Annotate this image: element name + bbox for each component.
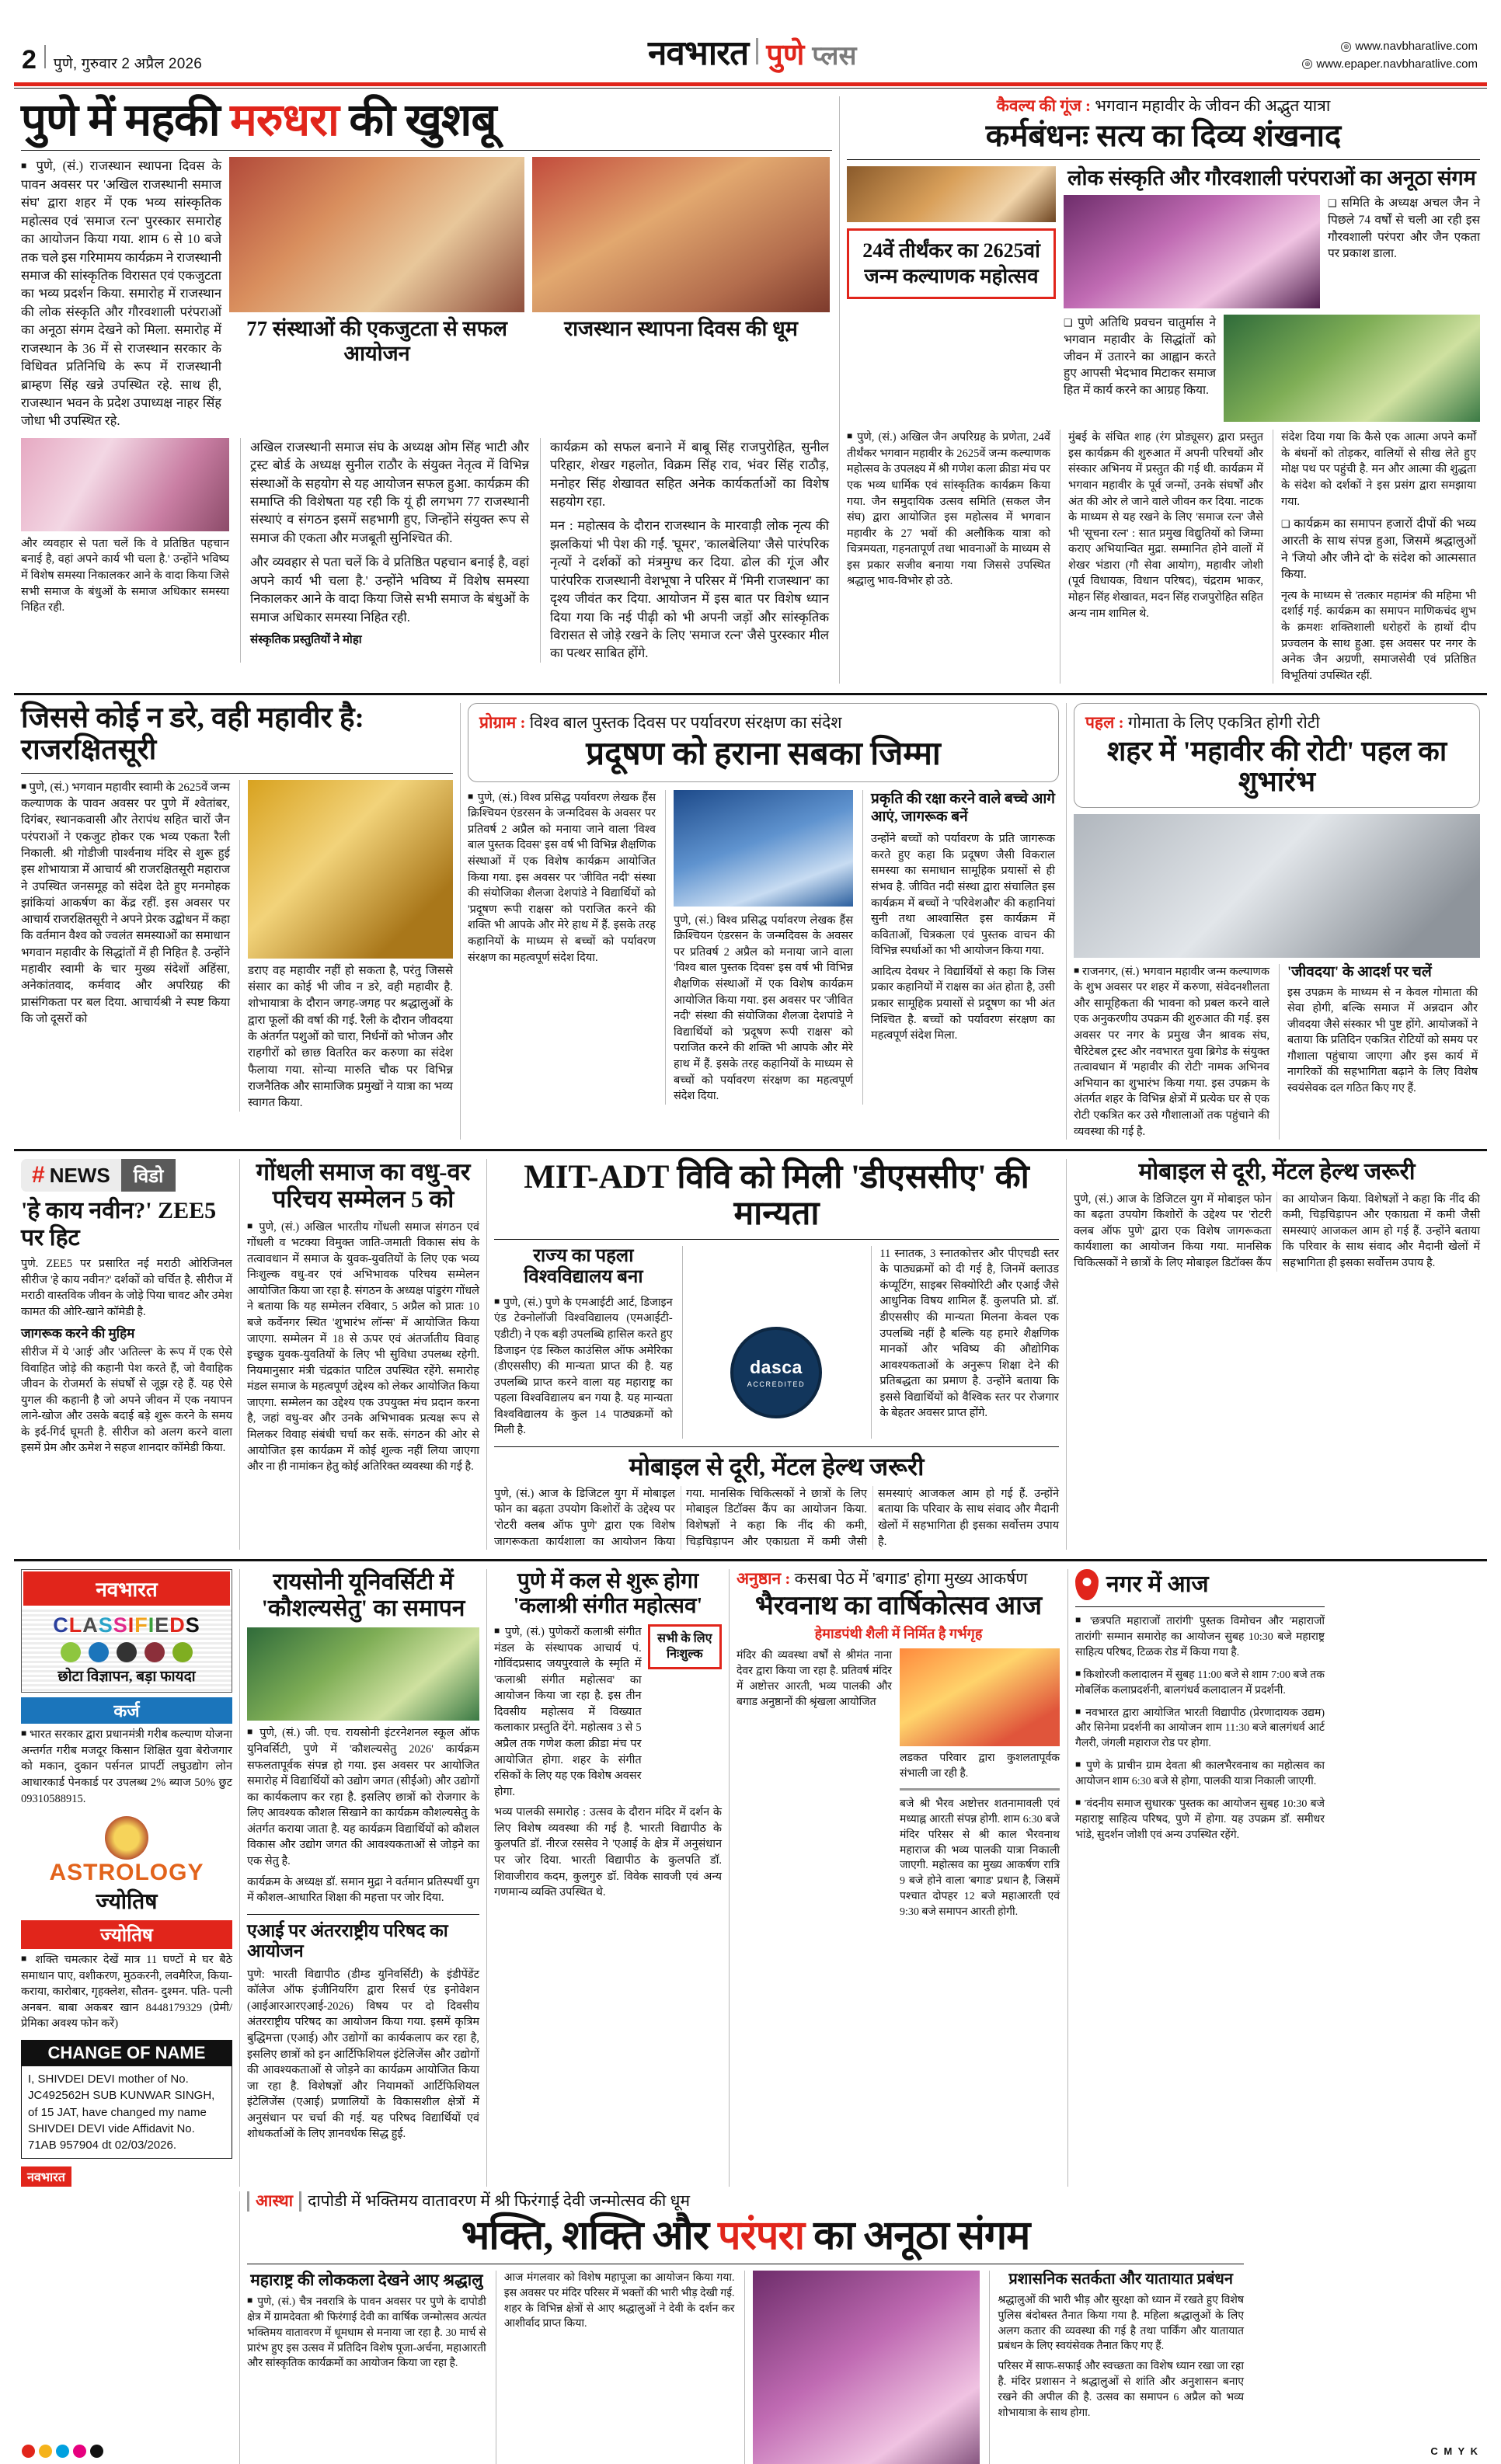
bhairavnath-body-right: लडकत परिवार द्वारा कुशलतापूर्वक संभाली जा रही है. <box>900 1752 1060 1780</box>
bhairavnath-body-left: मंदिर की व्यवस्था वर्षों से श्रीमंत नाना देवर द्वारा किया जा रहा है. प्रतिवर्ष मंदिर में अष्टोत्तर आरती, भव्य पालकी और बगाड अनुष्ठानों की श्रृंखला आयोजित <box>737 1650 892 1708</box>
hash-icon: # <box>32 1162 45 1188</box>
right-kicker-text: भगवान महावीर के जीवन की अद्भुत यात्रा <box>1091 96 1331 115</box>
news-video-headline: 'हे काय नवीन?' ZEE5 पर हिट <box>21 1198 217 1251</box>
classifieds-ad[interactable] <box>21 1569 232 1693</box>
home-icon <box>61 1642 81 1662</box>
bhakti-body-2: आज मंगलवार को विशेष महापूजा का आयोजन किया गया. इस अवसर पर मंदिर परिसर में भक्तों की भारी भीड़ देखी गई. शहर के विभिन्न क्षेत्रों से आए श्रद्धालुओं ने देवी के दर्शन कर आशीर्वाद प्राप्त किया. <box>503 2271 735 2330</box>
astrology-logo <box>21 1816 232 1916</box>
mit-col-right <box>871 1246 1059 1439</box>
bhakti-spacer <box>14 2191 239 2464</box>
kalashri-badge: सभी के लिए निःशुल्क <box>648 1624 722 1669</box>
section-divider-3 <box>14 1559 1487 1561</box>
mid-right-kicker <box>1085 713 1468 733</box>
reg-dot-yellow <box>39 2445 52 2458</box>
mid-right-body: ■ राजनगर, (सं.) भगवान महावीर जन्म कल्याणक के शुभ अवसर पर शहर में करुणा, संवेदनशीलता और सामूहिकता की भावना को प्रबल करने वाले एक अनुकरणीय उपक्रम की शुरुआत की गई. इस अवसर पर नगर के प्रमुख जैन श्रावक संघ, चैरिटेबल ट्रस्ट और नवभारत युवा ब्रिगेड के संयुक्त तत्वावधान में 'महावीर की रोटी' नामक अभिनव अभियान का शुभारंभ किया गया. इस उपक्रम के अंतर्गत शहर के विभिन्न क्षेत्रों में प्रत्येक घर से एक रोटी एकत्रित कर उसे गौशालाओं तक पहुंचाने की व्यवस्था की गई है. <box>1074 964 1269 1140</box>
mid-center-kicker-label: प्रोग्राम : <box>479 713 526 733</box>
ai-headline: एआई पर अंतरराष्ट्रीय परिषद का आयोजन <box>247 1920 448 1961</box>
mid-center-kicker-text: विश्व बाल पुस्तक दिवस पर पर्यावरण संरक्षण का संदेश <box>525 713 842 733</box>
logo-separator <box>756 38 758 64</box>
masthead-divider <box>44 45 46 68</box>
lead-col2-text: कार्यक्रम को सफल बनाने में बाबू सिंह राजपुरोहित, सुनील परिहार, शेखर गहलोत, विक्रम सिंह राव, भंवर सिंह राठौड़, मनोहर सिंह शेखावत सहित अनेक कार्यकर्ताओं का विशेष सहयोग रहा. <box>550 439 829 510</box>
news-video-block <box>14 1159 239 1550</box>
mit-seal-col <box>682 1246 862 1439</box>
lead-col-0 <box>21 438 229 663</box>
right-body-4: नृत्य के माध्यम से 'तत्कार महामंत्र' की महिमा भी दर्शाई गई. कार्यक्रम का समापन माणिकचंद शुभ के क्रमशः शक्तिशाली धरोहरों के हाथों दीप प्रज्वलन के साथ हुआ. इस अवसर पर नगर के अनेक जैन अग्रणी, समाजसेवी एवं प्रतिष्ठित विभूतियां उपस्थित रहीं. <box>1281 589 1476 682</box>
bhakti-body-1: ■ पुणे, (सं.) चैत्र नवरात्रि के पावन अवसर पर पुणे के दापोडी क्षेत्र में ग्रामदेवता श्री फिरंगाई देवी का वार्षिक जन्मोत्सव अत्यंत भक्तिमय वातावरण में धूमधाम से मनाया जा रहा है. 30 मार्च से प्रारंभ हुए इस उत्सव में प्रतिदिन विशेष पूजा-अर्चना, महाआरती और सांस्कृतिक कार्यक्रमों का आयोजन किया जा रहा है. <box>247 2294 486 2372</box>
bhakti-kicker-tag: आस्था <box>247 2191 301 2211</box>
lead-headline-part2: की खुशबू <box>338 95 496 145</box>
classifieds-column <box>14 1569 239 2187</box>
right-photo-small <box>847 166 1056 222</box>
lead-photo-2-caption: राजस्थान स्थापना दिवस की धूम <box>564 317 798 341</box>
dasca-seal <box>730 1327 822 1418</box>
lead-photo-3 <box>21 438 229 531</box>
bhakti-kicker <box>247 2191 1244 2211</box>
masthead-thin-rule <box>14 88 1487 89</box>
bhakti-sub-right: प्रशासनिक सतर्कता और यातायात प्रबंधन <box>1008 2270 1233 2288</box>
mid-center-text-c: आदित्य देवधर ने विद्यार्थियों से कहा कि जिस प्रकार कहानियों में राक्षस का अंत होता है, उसी प्रकार सामूहिक प्रयासों से प्रदूषण का भी अंत निश्चित है. बच्चों को पर्यावरण संरक्षण का महत्वपूर्ण संदेश मिला. <box>871 965 1055 1042</box>
raisoni-column <box>239 1569 486 2187</box>
gondhali-headline: गोंधली समाज का वधु-वर परिचय सम्मेलन 5 को <box>256 1158 471 1213</box>
bhakti-headline <box>247 2215 1244 2257</box>
list-item: ■ पुणे के प्राचीन ग्राम देवता श्री कालभैरवनाथ का महोत्सव का आयोजन शाम 6:30 बजे से होगा, पालकी यात्रा निकाली जाएगी. <box>1075 1758 1325 1790</box>
lead-col1-text2: और व्यवहार से पता चलें कि वे प्रतिष्ठित पहचान बनाई है, वहां अपने कार्य भी चला है.' उन्होंने भविष्य में विशेष समस्या निकालकर आने के वादा किया जिसे सभी समाज के बंधुओं के समाज अधिकार समस्या निहित रही. <box>250 555 529 625</box>
right-body-col-2 <box>1060 430 1263 684</box>
mid-right-kicker-label: पहल : <box>1085 713 1124 733</box>
nagar-aaj-column <box>1067 1569 1332 2187</box>
raisoni-body: ■ पुणे, (सं.) जी. एच. रायसोनी इंटरनेशनल स्कूल ऑफ युनिवर्सिटी, पुणे में 'कौशल्यसेतु 2026' कार्यक्रम सफलतापूर्वक संपन्न हो गया. इस अवसर पर आयोजित समारोह में विद्यार्थियों को उद्योग जगत (सीईओ) और उद्योगों का कार्यकलाप कर रहा है. इसलिए छात्रों को रोजगार के लिए आवश्यक कौशल सिखाने का कार्यक्रम कौशल्यसेतु के अंतर्गत कराया जाता है. यह कार्यक्रम विद्यार्थियों को कौशल विकास और उद्योग जगत की आवश्यकताओं से जोड़ने का एक सेतु है. <box>247 1725 479 1869</box>
mid-right-box-head: 'जीवदया' के आदर्श पर चलें <box>1287 963 1432 980</box>
page-number: 2 <box>22 45 37 75</box>
mid-left-headline: जिससे कोई न डरे, वही महावीर है: राजरक्षितसूरी <box>21 702 364 767</box>
category-change-of-name[interactable]: CHANGE OF NAME <box>21 2040 232 2066</box>
lead-photo-2 <box>532 157 830 312</box>
right-photo-1 <box>1064 195 1320 308</box>
reg-dot-red <box>22 2445 35 2458</box>
news-video-badge[interactable] <box>21 1159 232 1192</box>
masthead <box>14 0 1487 78</box>
classifieds-word: CLASSIFIEDS <box>53 1613 200 1637</box>
dasca-seal-sub: ACCREDITED <box>747 1380 806 1389</box>
masthead-logo[interactable] <box>648 28 856 75</box>
reg-dot-magenta <box>73 2445 86 2458</box>
mid-center-box <box>468 703 1059 781</box>
classifieds-icons <box>26 1642 227 1662</box>
mid-right-kicker-text: गोमाता के लिए एकत्रित होगी रोटी <box>1123 713 1320 733</box>
bhairavnath-kicker-label: अनुष्ठान : <box>737 1569 791 1589</box>
mobile-headline: मोबाइल से दूरी, मेंटल हेल्थ जरूरी <box>629 1453 925 1481</box>
mid-center-box-body: उन्होंने बच्चों को पर्यावरण के प्रति जागरूक करते हुए कहा कि प्रदूषण जैसी विकराल समस्या का समाधान सामूहिक प्रयासों से ही संभव है. जीवित नदी संस्था द्वारा संचालित इस कार्यक्रम में बच्चों ने 'परिवेशऔर' की कहानियां सुनी तथा आश्वासित इस कार्यक्रम में कविताओं, चित्रकला एवं पुस्तक वाचन की विभिन्न स्पर्धाओं का भी आयोजन किया गया. <box>871 833 1055 958</box>
reg-dot-black <box>90 2445 103 2458</box>
bhakti-kicker-text: दापोडी में भक्तिमय वातावरण में श्री फिरंगाई देवी जन्मोत्सव की धूम <box>308 2191 691 2211</box>
nagar-aaj-title: नगर में आज <box>1106 1571 1209 1598</box>
jyotish-ad-text: ■ शक्ति चमत्कार देखें मात्र 11 घण्टों मे घर बैठे समाधान पाए, वशीकरण, मुठकरनी, लवमैरिज, किया- कराया, कारोबार, गृहक्लेश, सौतन- दुश्मन. पति- पत्नी अनबन. बाबा अकबर खान 8448179329 (प्रेमी/ प्रेमिका अवश्य फोन करें) <box>21 1952 232 2032</box>
gondhali-story <box>239 1159 486 1550</box>
reg-dot-cyan <box>56 2445 69 2458</box>
lead-headline-part1: पुणे में महकी <box>21 95 231 145</box>
bhakti-headline-part2: का अनूठा संगम <box>804 2213 1030 2258</box>
kalashri-column <box>486 1569 729 2187</box>
list-item: ■ किशोरजी कलादालन में सुबह 11:00 बजे से शाम 7:00 बजे तक मोबलिंक कलाप्रदर्शनी, बालगंधर्व कलादालन में प्रदर्शनी. <box>1075 1667 1325 1699</box>
gondhali-body: ■ पुणे, (सं.) अखिल भारतीय गोंधली समाज संगठन एवं गोंधली व भटक्या विमुक्त जाति-जमाती विकास संघ के तत्वावधान में समाज के युवक-युवतियों के लिए एक भव्य निःशुल्क वधु-वर एवं अभिभावक परिचय सम्मेलन आयोजित किया जा रहा है. संगठन के अध्यक्ष पांडुरंग गोंधले ने बताया कि यह सम्मेलन रविवार, 5 अप्रैल को प्रातः 10 बजे कर्वेनगर स्थित 'शुभारंभ लॉन्स' में आयोजित किया जाएगा. सम्मेलन में 18 से ऊपर एवं अंतर्जातीय विवाह इच्छुक युवक-युवतियों के लिए भी सुविधा उपलब्ध रहेगी. नियमानुसार मंत्री चंद्रकांत पाटिल उपस्थित रहेंगे. समारोह मंडल समाज के महत्वपूर्ण उद्देश्य को लेकर आयोजित किया जाएगा. सम्मेलन का उद्देश्य एक उपयुक्त मंच प्रदान करना है, जहां वधु-वर और उनके अभिभावक प्रत्यक्ष रूप से मिलकर विवाह संबंधी चर्चा कर सकें. संगठन की ओर से आयोजित इस कार्यक्रम में कोई शुल्क नहीं लिया जाएगा और ना ही नामांकन हेतु कोई अतिरिक्त व्यवस्था की गई है. <box>247 1220 479 1475</box>
mid-left-body2: डराए वह महावीर नहीं हो सकता है, परंतु जिससे संसार का कोई भी जीव न डरे, वही महावीर है. शोभायात्रा के दौरान जगह-जगह पर श्रद्धालुओं के द्वारा फूलों की वर्षा की गई. रैली के दौरान जीवदया के अंतर्गत पशुओं को चारा, निर्धनों को भोजन और राहगीरों को छाछ वितरित कर करुणा का संदेश फैलाया गया. सोन्या मारुति चौक पर विभिन्न राजनैतिक और सामाजिक प्रमुखों ने यात्रा का भव्य स्वागत किया. <box>247 964 453 1110</box>
right-sidebar-1-text: समिति के अध्यक्ष अचल जैन ने पिछले 74 वर्षों से चली आ रही इस गौरवशाली परंपरा और जैन एकता पर प्रकाश डाला. <box>1328 197 1480 261</box>
mid-right-photo <box>1074 814 1480 958</box>
right-body-3: संदेश दिया गया कि कैसे एक आत्मा अपने कर्मों के बंधनों को तोड़कर, वालियों से सीख लेते हुए मोक्ष पथ पर पहुंची है. मन और आत्मा की शुद्धता के संदेश को दर्शकों ने इस प्रसंग द्वारा समझाया गया. <box>1281 431 1476 508</box>
dateline: पुणे, गुरुवार 2 अप्रैल 2026 <box>53 56 203 72</box>
third-section <box>14 1159 1487 1550</box>
lead-photo-1 <box>229 157 524 312</box>
lead-col2-text2: मन : महोत्सव के दौरान राजस्थान के मारवाड़ी लोक नृत्य की झलकियां भी पेश की गईं. 'घूमर', 'कालबेलिया' जैसे पारंपरिक नृत्यों ने दर्शकों को मंत्रमुग्ध कर दिया. ढोल की गूंज और पारंपरिक राजस्थानी वेशभूषा ने परिसर में 'मिनी राजस्थान' का दृश्य जीवंत कर दिया. आयोजन में इस बात पर विशेष ध्यान दिया गया कि नई पीढ़ी को भी अपनी जड़ों और सांस्कृतिक विरासत से जोड़े रखने के लिए 'समाज रत्न' जैसे पुरस्कार मील का पत्थर साबित होंगे. <box>550 518 829 661</box>
mid-left-col1 <box>21 780 230 1112</box>
lead-story-left <box>14 96 839 684</box>
right-body-2: मुंबई के संचित शाह (रंग प्रोड्यूसर) द्वारा प्रस्तुत इस कार्यक्रम की शुरुआत में अपनी परिचयों और संस्कार अभिनय में प्रस्तुत की गई थी. कार्यक्रम में भगवान महावीर के पूर्व जन्मों, उनके संघर्षों और अंत की ओर ले जाने वाले जीवन कर दिया. नाटक के माध्यम से यह रखने के लिए 'समाज रत्न' जैसे भी 'सूचना रत्न' : सात प्रमुख विद्युतियों को जिम्मा कराए अभियान्वित मुद्रा. सम्मानित होने वालों में शेखर भंडारा (गौ सेवा आयोग), महावीर जोशी (पूर्व विधायक, विधान परिषद), चंद्रराम भाकर, मोहन सिंह शेखावत, मदन सिंह राजपुरोहित सहित अन्य नाम शामिल थे. <box>1068 431 1263 620</box>
right-body-col-1 <box>847 430 1050 684</box>
bhakti-col-3 <box>744 2271 980 2464</box>
lead-intro-text: ■ पुणे, (सं.) राजस्थान स्थापना दिवस के पावन अवसर पर 'अखिल राजस्थानी समाज संघ' द्वारा शहर में एक भव्य सांस्कृतिक महोत्सव एवं 'समाज रत्न' पुरस्कार समारोह का आयोजन किया गया. शाम 6 से 10 बजे तक चले इस गरिमामय कार्यक्रम ने राजस्थानी समाज की सांस्कृतिक विरासत एवं एकजुटता का भव्य प्रदर्शन किया. समारोह में राजस्थान की लोक संस्कृति और गौरवशाली परंपराओं का अनूठा संगम देखने को मिला. समारोह में राजस्थान के 36 में से राजस्थान सरकार के विधिवत प्रतिनिधि के रूप में राजस्थानी ब्राम्हण सिंह खन्ने उपस्थित रहे. साथ ही, राजस्थान भवन के प्रदेश उपाध्यक्ष नाहर सिंह जोधा भी उपस्थित रहे. <box>21 157 221 430</box>
mid-right-body2: इस उपक्रम के माध्यम से न केवल गोमाता की सेवा होगी, बल्कि समाज में अन्नदान और जीवदया जैसे संस्कार भी पुष्ट होंगे. आयोजकों ने बताया कि प्रतिदिन एकत्रित रोटियों को समय पर गौशाला पहुंचाया जाएगा और इस कार्य में नागरिकों की सहभागिता बढ़ाने के लिए विशेष स्वयंसेवक दल गठित किए गए हैं. <box>1287 986 1478 1095</box>
mid-right-story <box>1066 703 1487 1140</box>
mid-center-col-a <box>468 790 656 1105</box>
lead-col1-text: अखिल राजस्थानी समाज संघ के अध्यक्ष ओम सिंह भाटी और ट्रस्ट बोर्ड के अध्यक्ष सुनील राठौर के संयुक्त नेतृत्व में विभिन्न संस्थाओं के सहयोग से यह आयोजन सफल हुआ. कार्यक्रम की समाप्ति की विशेषता यह रही कि यूं ही लगभग 77 राजस्थानी संस्थाएं व संगठन इसमें सहभागी हुए, जिन्होंने संयुक्त रूप से समाज की एकता और मजबूती सुनिश्चित की. <box>250 439 529 545</box>
mit-story <box>486 1159 1066 1550</box>
news-badge-label: NEWS <box>49 1163 110 1187</box>
mobile-right-headline: मोबाइल से दूरी, मेंटल हेल्थ जरूरी <box>1138 1159 1416 1185</box>
change-of-name-text: I, SHIVDEI DEVI mother of No. JC492562H SUB KUNWAR SINGH, of 15 JAT, have changed my name SHIVDEI DEVI vide Affidavit No. 71AB 957904 dt 02/03/2026. <box>21 2066 232 2159</box>
lead-story-right <box>839 96 1487 684</box>
lead-col1-subnote: संस्कृतिक प्रस्तुतियों ने मोहा <box>250 634 362 647</box>
mobile-right-body: पुणे, (सं.) आज के डिजिटल युग में मोबाइल फोन का बढ़ता उपयोग किशोरों के उद्देश्य पर 'रोटरी क्लब ऑफ पुणे' द्वारा एक विशेष जागरूकता कार्यशाला का आयोजन किया गया. मानसिक चिकित्सकों ने छात्रों के लिए मोबाइल डिटॉक्स कैंप का आयोजन किया. विशेषज्ञों ने कहा कि नींद की कमी, चिड़चिड़ापन और एकाग्रता में कमी जैसी समस्याएं आजकल आम हो गई हैं. उन्होंने बताया कि परिवार के साथ संवाद और मैदानी खेलों में सहभागिता ही इसका सर्वोत्तम उपाय है. <box>1074 1192 1480 1269</box>
mid-center-col-b <box>665 790 853 1105</box>
right-body-columns <box>847 430 1480 684</box>
cmyk-label: C M Y K <box>1430 2445 1479 2457</box>
right-box-column <box>847 166 1064 422</box>
raisoni-photo <box>247 1627 479 1721</box>
bhakti-story <box>239 2191 1251 2464</box>
classifieds-footer <box>21 2166 232 2187</box>
news-badge-right: विडो <box>121 1159 176 1192</box>
mit-body-left: ■ पुणे, (सं.) पुणे के एमआईटी आर्ट, डिजाइन एंड टेक्नोलॉजी विश्वविद्यालय (एमआईटी-एडीटी) ने एक बड़ी उपलब्धि हासिल करते हुए डिजाइन एंड स्किल काउंसिल ऑफ अमेरिका (डीएससीए) की मान्यता प्राप्त की है. यह उपलब्धि प्राप्त करने वाला यह महाराष्ट्र का पहला विश्वविद्यालय बन गया है. यह मान्यता विश्वविद्यालय के कुल 14 पाठ्यक्रमों को मिली है. <box>494 1295 673 1439</box>
astrology-hi: ज्योतिष <box>96 1890 158 1915</box>
right-sidebar-2-text: पुणे अतिथि प्रवचन चातुर्मास ने भगवान महावीर के सिद्धांतों को जीवन में उतारने का आह्वान करते हुए आपसी भेदभाव मिटाकर समाज हित में कार्य करने का आग्रह किया. <box>1064 316 1217 397</box>
astrology-star-icon <box>105 1816 148 1860</box>
mobile-body: पुणे, (सं.) आज के डिजिटल युग में मोबाइल फोन का बढ़ता उपयोग किशोरों के उद्देश्य पर 'रोटरी क्लब ऑफ पुणे' द्वारा एक विशेष जागरूकता कार्यशाला का आयोजन किया गया. मानसिक चिकित्सकों ने छात्रों के लिए मोबाइल डिटॉक्स कैंप का आयोजन किया. विशेषज्ञों ने कहा कि नींद की कमी, चिड़चिड़ापन और एकाग्रता में कमी जैसी समस्याएं आजकल आम हो गई हैं. उन्होंने बताया कि परिवार के साथ संवाद और मैदानी खेलों में सहभागिता ही इसका सर्वोत्तम उपाय है. <box>494 1487 1059 1548</box>
news-video-box-head: जागरूक करने की मुहिम <box>21 1326 135 1342</box>
mid-center-box-head: प्रकृति की रक्षा करने वाले बच्चे आगे आएं, जागरूक बनें <box>871 790 1055 826</box>
mit-col-left <box>494 1246 673 1439</box>
fourth-section <box>14 1569 1487 2187</box>
right-main-column <box>1064 166 1480 422</box>
right-subhead: लोक संस्कृति और गौरवशाली परंपराओं का अनूठा संगम <box>1067 166 1476 190</box>
kalashri-headline: पुणे में कल से शुरू होगा 'कलाश्री संगीत महोत्सव' <box>513 1569 703 1618</box>
tirthankar-box: 24वें तीर्थंकर का 2625वां जन्म कल्याणक महोत्सव <box>847 228 1056 299</box>
nagar-aaj-list <box>1075 1613 1325 1843</box>
classifieds-strip <box>22 1607 232 1692</box>
right-body-col-3 <box>1273 430 1476 684</box>
bhakti-section <box>14 2191 1487 2464</box>
mid-right-headline: शहर में 'महावीर की रोटी' पहल का शुभारंभ <box>1106 735 1447 798</box>
masthead-websites <box>1302 38 1478 73</box>
middle-section <box>14 703 1487 1140</box>
list-item: ■ 'वंदनीय समाज सुधारक' पुस्तक का आयोजन सुबह 10:30 बजे महाराष्ट्र साहित्य परिषद, पुणे में होगा. यह उपक्रम डॉ. समीधर भांडे, सुदर्शन जोशी एवं अन्य उपस्थित रहेंगे. <box>1075 1796 1325 1843</box>
globe-icon: ⊕ <box>1341 42 1351 52</box>
news-badge-left <box>21 1159 121 1192</box>
bhairavnath-body-right2: बजे श्री भैरव अष्टोत्तर शतनामावली एवं मध्याह्न आरती संपन्न होगी. शाम 6:30 बजे मंदिर परिसर से श्री काल भैरवनाथ महाराज की भव्य पालकी यात्रा निकाली जाएगी. महोत्सव का मुख्य आकर्षण रात्रि 9 बजे होने वाला 'बगाड' प्रधान है, जिसमें पश्चात दोपहर 12 बजे महाआरती एवं 9:30 बजे समापन आरती होगी. <box>900 1798 1060 1919</box>
news-video-body: पुणे. ZEE5 पर प्रसारित नई मराठी ओरिजिनल सीरीज 'हे काय नवीन?' दर्शकों को चर्चित है. सीरीज में मराठी वास्तविक जीवन के जोड़े पिया चावट और उमेश कामत की ओरि-खाने कॉमेडी है. <box>21 1258 232 1318</box>
search-icon <box>89 1642 109 1662</box>
section-divider-1 <box>14 693 1487 695</box>
bhairavnath-headline: भैरवनाथ का वार्षिकोत्सव आज <box>754 1592 1043 1621</box>
mit-body-right: 11 स्नातक, 3 स्नातकोत्तर और पीएचडी स्तर के पाठ्यक्रमों को दी गई है, जिनमें क्लाउड कंप्यूटिंग, साइबर सिक्योरिटी और एआई जैसे आधुनिक विषय शामिल हैं. कुलपति प्रो. डॉ. डीएससीए की मान्यता मिलना केवल एक उपलब्धि नहीं है बल्कि यह हमारे शैक्षणिक मानकों और भविष्य की औद्योगिक आवश्यकताओं के अनुरूप शिक्षा देने की प्रतिबद्धता का प्रमाण है. उन्होंने बताया कि इससे विद्यार्थियों को वैश्विक स्तर पर रोजगार के बेहतर अवसर प्राप्त होंगे. <box>879 1247 1059 1420</box>
lead-photo-block <box>229 157 831 430</box>
ai-body: पुणे: भारती विद्यापीठ (डीम्ड युनिवर्सिटी) के इंडीपेंडेंट कॉलेज ऑफ इंजीनियरिंग द्वारा रिसर्च एंड इनोवेशन (आईआरआरएआई-2026) विषय पर दो दिवसीय अंतरराष्ट्रीय परिषद का आयोजन किया गया. इसमें कृत्रिम बुद्धिमत्ता (एआई) और उद्योगों का कार्यकलाप कर रहा है, इसलिए छात्रों को इन आर्टिफिशियल इंटेलिजेंस और उद्योगों की आवश्यकताओं से जोड़ने का कार्यक्रम आयोजित किया जा रहा है. विशेषज्ञों और नियामकों आर्टिफिशियल इंटेलिजेंस (एआई) प्रणालियों के विकासशील क्षेत्रों में अनुसंधान पर चर्चा की गई. यह परिषद विद्यार्थियों एवं शोधकर्ताओं के लिए ज्ञानवर्धक सिद्ध हुई. <box>247 1968 479 2141</box>
lead-col0-text: और व्यवहार से पता चलें कि वे प्रतिष्ठित पहचान बनाई है, वहां अपने कार्य भी चला है.' उन्होंने भविष्य में विशेष समस्या निकालकर आने के वादा किया जिसे सभी समाज के बंधुओं के समाज अधिकार समस्या निहित रही. <box>21 537 229 614</box>
masthead-red-rule <box>14 82 1487 86</box>
right-headline: कर्मबंधनः सत्य का दिव्य शंखनाद <box>985 118 1342 154</box>
right-photo-2 <box>1224 315 1480 422</box>
right-sidebar-2 <box>1064 315 1216 422</box>
bhakti-col-2 <box>496 2271 735 2464</box>
mid-center-col-c <box>862 790 1055 1105</box>
mid-center-text-a: ■ पुणे, (सं.) विश्व प्रसिद्ध पर्यावरण लेखक हैंस क्रिश्चियन एंडरसन के जन्मदिवस के अवसर पर प्रतिवर्ष 2 अप्रैल को मनाया जाने वाला 'विश्व बाल पुस्तक दिवस' इस वर्ष भी विभिन्न शैक्षणिक संस्थाओं में एक विशेष कार्यक्रम आयोजित किया गया. इस अवसर पर 'जीवित नदी' संस्था की संयोजिका शैलजा देशपांडे ने विद्यार्थियों को 'प्रदूषण रूपी राक्षस' को पराजित करने की शक्ति भी आपके और मेरे हाथ में हैं. इसके तरह कहानियों के माध्यम से बच्चों को पर्यावरण संरक्षण का महत्वपूर्ण संदेश दिया. <box>468 790 656 966</box>
astrology-en: ASTROLOGY <box>49 1860 204 1886</box>
globe-icon: ⊕ <box>1302 59 1312 69</box>
bhairavnath-col2 <box>900 1648 1060 1920</box>
karj-ad-text: ■ भारत सरकार द्वारा प्रधानमंत्री गरीब कल्याण योजना अन्तर्गत गरीब मजदूर किसान शिक्षित युवा बेरोजगार को मकान, दुकान पर्सनल प्रापर्टी लघुउद्योग लोन आधारकार्ड पेनकार्ड पर उपलब्ध 2% ब्याज 50% छुट 09310588915. <box>21 1727 232 1807</box>
edition-suffix: प्लस <box>812 41 857 71</box>
category-jyotish[interactable]: ज्योतिष <box>21 1920 232 1949</box>
bhakti-headline-part1: भक्ति, शक्ति और <box>461 2213 719 2258</box>
graduation-cap-icon <box>117 1642 137 1662</box>
classifieds-footer-tag: नवभारत <box>21 2166 71 2187</box>
classifieds-tagline: छोटा विज्ञापन, बड़ा फायदा <box>57 1669 196 1686</box>
mid-center-headline: प्रदूषण को हराना सबका जिम्मा <box>586 736 941 772</box>
lead-intro-column <box>21 157 229 430</box>
mid-left-col2 <box>239 780 453 1112</box>
mid-center-kicker <box>479 713 1047 733</box>
bhairavnath-kicker-text: कसबा पेठ में 'बगाड' होगा मुख्य आकर्षण <box>790 1569 1028 1589</box>
mid-left-photo <box>248 780 453 959</box>
news-video-box-body: सीरीज में ये 'आई' और 'अतिल्ल' के रूप में एक ऐसे विवाहित जोड़े की कहानी पेश करते हैं, जो वैवाहिक जीवन के रोजमर्रा के संघर्षों से जूझ रहे हैं. यह ऐसे युगल की कहानी है जो अपने जीवन में एक नयापन लाने-खोज और उसके बदाई बड़े शुरू करने के समय के इर्द-गिर्द घूमती है. सीरीज को अलग करने वाला इसमें प्रेम और ऊमेश ने सहज शानदार कॉमेडी किया. <box>21 1345 232 1455</box>
category-karj[interactable]: कर्ज <box>21 1697 232 1724</box>
masthead-left <box>22 45 202 73</box>
website-epaper[interactable]: www.epaper.navbharatlive.com <box>1316 57 1478 71</box>
health-plus-icon <box>172 1642 193 1662</box>
kalashri-body2: भव्य पालकी समारोह : उत्सव के दौरान मंदिर में दर्शन के लिए विशेष व्यवस्था की गई है. भारती विद्यापीठ के कुलपति डॉ. नीरज रससेव ने 'एआई के क्षेत्र में अनुसंधान पर जोर दिया. भारती विद्यापीठ के कुलपति डॉ. शिवाजीराव कदम, कुलगुरु डॉ. विवेक सावजी एवं अन्य गणमान्य व्यक्ति उपस्थित थे. <box>494 1806 722 1899</box>
bhairavnath-kicker <box>737 1569 1060 1589</box>
mid-center-photo <box>674 790 853 907</box>
mid-center-story <box>460 703 1066 1140</box>
wheel-icon <box>145 1642 165 1662</box>
lead-body-columns <box>21 438 832 663</box>
raisoni-headline: रायसोनी यूनिवर्सिटी में 'कौशल्यसेतु' का समापन <box>261 1569 465 1621</box>
bhakti-photo <box>753 2271 980 2464</box>
bhakti-sub-left: महाराष्ट्र की लोककला देखने आए श्रद्धालु <box>250 2270 483 2289</box>
bhairavnath-subhead: हेमाडपंथी शैली में निर्मित है गर्भगृह <box>814 1626 983 1642</box>
mid-right-col2 <box>1279 964 1478 1140</box>
lead-photo-1-caption: 77 संस्थाओं की एकजुटता से सफल आयोजन <box>246 317 507 365</box>
mid-left-story <box>14 703 460 1140</box>
list-item: ■ नवभारत द्वारा आयोजित भारती विद्यापीठ (प्रेरणादायक उद्यम) और सिनेमा प्रदर्शनी का आयोजन शाम 11:30 बजे बालगंधर्व आर्ट गैलरी, जंगली महाराज रोड पर होगा. <box>1075 1705 1325 1752</box>
top-section <box>14 96 1487 684</box>
bhairavnath-column <box>729 1569 1067 2187</box>
nagar-aaj-header <box>1075 1569 1325 1600</box>
right-kicker <box>847 96 1480 116</box>
lead-headline-accent: मरुधरा <box>230 95 339 145</box>
lead-headline <box>21 96 832 144</box>
lead-col-1 <box>240 438 529 663</box>
section-divider-2 <box>14 1149 1487 1151</box>
bhakti-col-4 <box>989 2271 1244 2464</box>
lead-col-2 <box>540 438 829 663</box>
edition-city: पुणे <box>766 39 805 71</box>
right-sidebar-3-text: कार्यक्रम का समापन हजारों दीपों की भव्य आरती के साथ संपन्न हुआ, जिसमें श्रद्धालुओं ने 'जियो और जीने दो' के संदेश को आत्मसात किया. <box>1281 517 1476 582</box>
website-main[interactable]: www.navbharatlive.com <box>1355 40 1478 53</box>
right-sidebar-3 <box>1281 516 1476 583</box>
mid-left-body: ■ पुणे, (सं.) भगवान महावीर स्वामी के 2625वें जन्म कल्याणक के पावन अवसर पर पुणे में श्वेतांबर, दिगंबर, स्थानकवासी और तेरापंथ सहित चारों जैन परंपराओं ने एकजुट होकर एक भव्य एकता रैली निकाली. श्री गोडीजी पार्श्वनाथ मंदिर से शुरू हुई इस शोभायात्रा में आचार्य श्री राजरक्षितसूरी महाराज ने उपस्थित जनसमूह को संदेश देते हुए मनमोहक झांकियां आकर्षण का केंद्र रहीं. इस अवसर पर आचार्य राजरक्षितसूरी ने अपने प्रेरक उद्बोधन में कहा कि वर्तमान वैश्व को ज्वलंत समस्याओं का समाधान भगवान महावीर के सिद्धांतों में ही निहित है. उन्होंने महावीर स्वामी के चार मुख्य संदेशों अहिंसा, अनेकांतवाद, कर्मवाद और अपरिग्रह की प्रासंगिकता पर बल दिया. आचार्यश्री ने स्पष्ट किया कि जो दूसरों को <box>21 780 230 1028</box>
bhakti-headline-accent: परंपरा <box>718 2213 805 2258</box>
brand-name: नवभारत <box>647 34 749 72</box>
mid-right-col1 <box>1074 964 1269 1140</box>
dasca-seal-name: dasca <box>750 1357 803 1378</box>
bhairavnath-col1 <box>737 1648 892 1920</box>
list-item: ■ 'छत्रपति महाराजों तारांगी' पुस्तक विमोचन और 'महाराजों तारांगी' सम्मान समारोह का आयोजन सुबह 10:30 बजे महाराष्ट्र साहित्य परिषद, टिळक रोड में किया गया है. <box>1075 1613 1325 1661</box>
location-pin-icon <box>1075 1569 1099 1600</box>
mid-right-box <box>1074 703 1480 807</box>
mobile-right-filler <box>1066 1159 1487 1550</box>
mit-headline: MIT-ADT विवि को मिली 'डीएससीए' की मान्यता <box>524 1159 1029 1233</box>
kalashri-body: ■ पुणे, (सं.) पुणेकरों कलाश्री संगीत मंडल के संस्थापक आचार्य पं. गोविंदप्रसाद जयपुरवाले के स्मृति में 'कलाश्री संगीत महोत्सव' का आयोजन किया जा रहा है. इस तीन दिवसीय महोत्सव में विख्यात कलाकार प्रस्तुति देंगे. महोत्सव 3 से 5 अप्रैल तक गणेश कला क्रीडा मंच पर आयोजित होगा. शहर के संगीत रसिकों के लिए यह एक विशेष अवसर होगा. <box>494 1624 642 1800</box>
mid-center-text-b: पुणे, (सं.) विश्व प्रसिद्ध पर्यावरण लेखक हैंस क्रिश्चियन एंडरसन के जन्मदिवस के अवसर पर प्रतिवर्ष 2 अप्रैल को मनाया जाने वाला 'विश्व बाल पुस्तक दिवस' इस वर्ष भी विभिन्न शैक्षणिक संस्थाओं में एक विशेष कार्यक्रम आयोजित किया गया. इस अवसर पर 'जीवित नदी' संस्था की संयोजिका शैलजा देशपांडे ने विद्यार्थियों को 'प्रदूषण रूपी राक्षस' को पराजित करने की शक्ति भी आपके और मेरे हाथ में हैं. इसके तरह कहानियों के माध्यम से बच्चों को पर्यावरण संरक्षण का महत्वपूर्ण संदेश दिया. <box>674 914 853 1103</box>
raisoni-body2: कार्यक्रम के अध्यक्ष डॉ. समान मुद्रा ने वर्तमान प्रतिस्पर्धी युग में कौशल-आधारित शिक्षा की महत्ता पर जोर दिया. <box>247 1875 479 1905</box>
registration-bar <box>14 2441 1487 2458</box>
bhairavnath-photo <box>900 1648 1060 1746</box>
right-body-1: ■ पुणे, (सं.) अखिल जैन अपरिग्रह के प्रणेता, 24वें तीर्थंकर भगवान महावीर के 2625वें जन्म कल्याणक महोत्सव के उपलक्ष्य में श्री गणेश कला क्रीडा मंच पर एक भव्य धार्मिक एवं सांस्कृतिक कार्यक्रम किया गया. जैन समुदायिक उत्सव समिति (सकल जैन संघ) द्वारा आयोजित इस महोत्सव में भगवान महावीर के 27 भवों की अलौकिक यात्रा को चित्रमयता, गहनतापूर्ण तथा भावनाओं के माध्यम से इस प्रकार सजीव बनाया गया जिससे उपस्थित श्रद्धालु भाव-विभोर हो उठे. <box>847 430 1050 590</box>
mit-sub-left: राज्य का पहला विश्वविद्यालय बना <box>524 1245 643 1288</box>
bhakti-body-3: श्रद्धालुओं की भारी भीड़ और सुरक्षा को ध्यान में रखते हुए विशेष पुलिस बंदोबस्त तैनात किया गया है. महिला श्रद्धालुओं के लिए अलग कतार की व्यवस्था की गई है तथा पार्किंग और यातायात प्रबंधन के लिए स्वयंसेवक तैनात किए गए हैं. <box>998 2294 1244 2353</box>
right-sidebar-1 <box>1328 195 1480 308</box>
bhakti-col-1 <box>247 2271 486 2464</box>
right-kicker-label: कैवल्य की गूंज : <box>996 96 1092 115</box>
bhakti-body-4: परिसर में साफ-सफाई और स्वच्छता का विशेष ध्यान रखा जा रहा है. मंदिर प्रशासन ने श्रद्धालुओं से शांति और अनुशासन बनाए रखने की अपील की है. उत्सव का समापन 6 अप्रैल को भव्य शोभायात्रा के साथ होगा. <box>998 2361 1244 2419</box>
classifieds-brand: नवभारत <box>22 1570 232 1607</box>
